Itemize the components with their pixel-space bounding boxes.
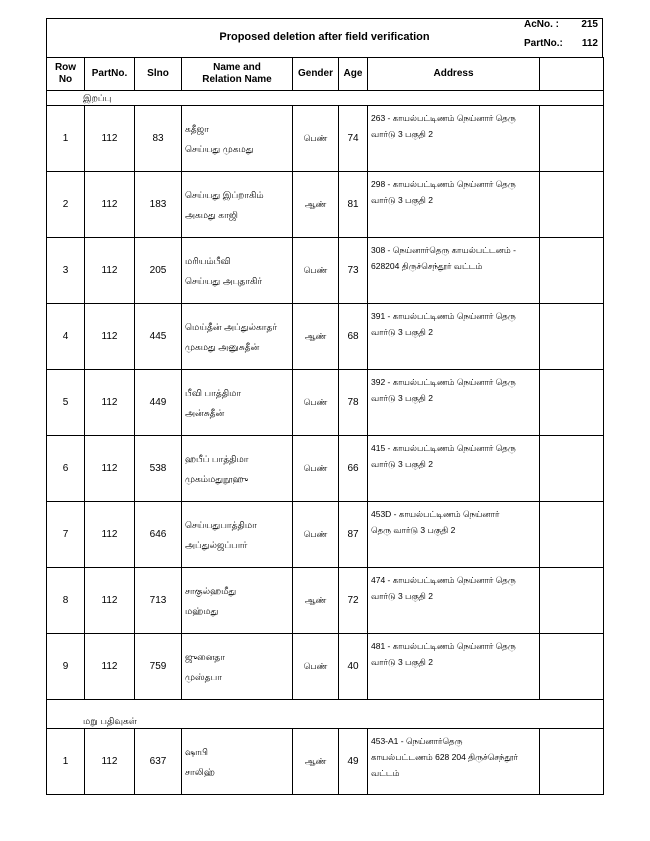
address-cell bbox=[368, 238, 540, 304]
serial-number-cell: 183 bbox=[135, 172, 182, 238]
col-gender: Gender bbox=[293, 58, 339, 91]
relation-name: அப்துல்ஜப்பார் bbox=[185, 539, 248, 550]
row-number-cell: 3 bbox=[47, 238, 85, 304]
name-cell bbox=[182, 106, 293, 172]
name-cell bbox=[182, 238, 293, 304]
part-number-cell: 112 bbox=[85, 634, 135, 700]
gap-cell bbox=[540, 700, 604, 715]
column-header-row bbox=[47, 58, 604, 91]
col-age: Age bbox=[339, 58, 368, 91]
row-number-cell: 5 bbox=[47, 370, 85, 436]
blank-cell bbox=[540, 106, 604, 172]
gender-cell: பெண் bbox=[293, 238, 339, 304]
address-cell bbox=[368, 568, 540, 634]
part-number-cell: 112 bbox=[85, 106, 135, 172]
part-number-cell: 112 bbox=[85, 304, 135, 370]
address-cell bbox=[368, 729, 540, 795]
page-title: Proposed deletion after field verification bbox=[219, 31, 430, 43]
table-row bbox=[47, 729, 604, 795]
relation-name: முஸ்தபா bbox=[185, 671, 222, 682]
serial-number-cell: 759 bbox=[135, 634, 182, 700]
blank-cell bbox=[540, 172, 604, 238]
serial-number-cell: 205 bbox=[135, 238, 182, 304]
part-number bbox=[524, 38, 598, 49]
gender-cell: பெண் bbox=[293, 106, 339, 172]
voter-name: ஜுனைதா bbox=[185, 651, 225, 662]
col-slno: Slno bbox=[135, 58, 182, 91]
row-number-cell: 2 bbox=[47, 172, 85, 238]
section-heading-end bbox=[540, 714, 604, 729]
part-number-cell: 112 bbox=[85, 729, 135, 795]
gender-cell: ஆண் bbox=[293, 304, 339, 370]
part-number-label: PartNo.: bbox=[524, 38, 563, 49]
name-cell bbox=[182, 568, 293, 634]
serial-number-cell: 83 bbox=[135, 106, 182, 172]
relation-name: செய்யது அபுதாகிர் bbox=[185, 275, 263, 286]
address-line: 628204 திருச்செந்தூர் வட்டம் bbox=[371, 261, 483, 271]
age-cell: 72 bbox=[339, 568, 368, 634]
address-line: காயல்பட்டணம் 628 204 திருச்செந்தூர் bbox=[371, 752, 518, 762]
voter-name: மெய்தீன் அப்துல்காதர் bbox=[185, 321, 278, 332]
part-number-cell: 112 bbox=[85, 568, 135, 634]
table-row bbox=[47, 568, 604, 634]
voter-name: சாகுல்ஹமீது bbox=[185, 585, 237, 596]
name-cell bbox=[182, 729, 293, 795]
row-number-cell: 1 bbox=[47, 106, 85, 172]
col-name bbox=[182, 58, 293, 91]
age-cell: 87 bbox=[339, 502, 368, 568]
col-name-line2: Relation Name bbox=[202, 74, 272, 85]
address-line: 453D - காயல்பட்டிணம் நெய்னார் bbox=[371, 509, 500, 519]
col-part-no: PartNo. bbox=[85, 58, 135, 91]
name-cell bbox=[182, 172, 293, 238]
address-line: தெரு வார்டு 3 பகுதி 2 bbox=[371, 525, 456, 535]
blank-cell bbox=[540, 568, 604, 634]
section-gap bbox=[47, 700, 604, 715]
name-cell bbox=[182, 370, 293, 436]
relation-name: செய்யது முகமது bbox=[185, 143, 254, 154]
col-blank bbox=[540, 58, 604, 91]
voter-table bbox=[46, 57, 604, 795]
table-row bbox=[47, 436, 604, 502]
voter-name: ஹபீப் பாத்திமா bbox=[185, 453, 249, 464]
table-row bbox=[47, 634, 604, 700]
blank-cell bbox=[540, 729, 604, 795]
col-address: Address bbox=[368, 58, 540, 91]
name-cell bbox=[182, 502, 293, 568]
table-row bbox=[47, 370, 604, 436]
gender-cell: ஆண் bbox=[293, 729, 339, 795]
relation-name: மஹ்மது bbox=[185, 605, 219, 616]
address-line: 481 - காயல்பட்டிணம் நெய்னார் தெரு bbox=[371, 641, 516, 651]
table-row bbox=[47, 304, 604, 370]
section-heading-row bbox=[47, 91, 604, 106]
voter-deletion-sheet bbox=[46, 18, 603, 795]
section-heading-row bbox=[47, 714, 604, 729]
sheet-header bbox=[46, 18, 603, 57]
serial-number-cell: 646 bbox=[135, 502, 182, 568]
table-row bbox=[47, 502, 604, 568]
gender-cell: பெண் bbox=[293, 634, 339, 700]
address-line: வார்டு 3 பகுதி 2 bbox=[371, 657, 433, 667]
section-heading: மறு பதிவுகள் bbox=[47, 714, 540, 729]
age-cell: 68 bbox=[339, 304, 368, 370]
relation-name: அகமது காஜி bbox=[185, 209, 238, 220]
address-line: வார்டு 3 பகுதி 2 bbox=[371, 591, 433, 601]
gender-cell: ஆண் bbox=[293, 172, 339, 238]
address-line: 453-A1 - நெய்னார்தெரு bbox=[371, 736, 463, 746]
section-heading-end bbox=[540, 91, 604, 106]
address-line: வார்டு 3 பகுதி 2 bbox=[371, 129, 433, 139]
address-cell bbox=[368, 634, 540, 700]
row-number-cell: 6 bbox=[47, 436, 85, 502]
row-number-cell: 7 bbox=[47, 502, 85, 568]
voter-name: பீவி பாத்திமா bbox=[185, 387, 242, 398]
part-number-cell: 112 bbox=[85, 502, 135, 568]
name-cell bbox=[182, 304, 293, 370]
row-number-cell: 4 bbox=[47, 304, 85, 370]
address-line: 415 - காயல்பட்டிணம் நெய்னார் தெரு bbox=[371, 443, 516, 453]
gap-cell bbox=[47, 700, 540, 715]
name-cell bbox=[182, 634, 293, 700]
relation-name: முகமது அனுசுதீன் bbox=[185, 341, 260, 352]
row-number-cell: 8 bbox=[47, 568, 85, 634]
age-cell: 40 bbox=[339, 634, 368, 700]
blank-cell bbox=[540, 238, 604, 304]
address-line: வட்டம் bbox=[371, 768, 400, 778]
address-line: வார்டு 3 பகுதி 2 bbox=[371, 327, 433, 337]
blank-cell bbox=[540, 304, 604, 370]
address-line: 392 - காயல்பட்டிணம் நெய்னார் தெரு bbox=[371, 377, 516, 387]
age-cell: 49 bbox=[339, 729, 368, 795]
ac-number-value: 215 bbox=[581, 19, 598, 30]
address-cell bbox=[368, 502, 540, 568]
address-line: 391 - காயல்பட்டிணம் நெய்னார் தெரு bbox=[371, 311, 516, 321]
address-line: 298 - காயல்பட்டிணம் நெய்னார் தெரு bbox=[371, 179, 516, 189]
age-cell: 74 bbox=[339, 106, 368, 172]
ac-number bbox=[524, 19, 598, 30]
table-row bbox=[47, 172, 604, 238]
blank-cell bbox=[540, 502, 604, 568]
blank-cell bbox=[540, 436, 604, 502]
part-number-cell: 112 bbox=[85, 172, 135, 238]
blank-cell bbox=[540, 634, 604, 700]
gender-cell: ஆண் bbox=[293, 568, 339, 634]
col-row-no: Row No bbox=[47, 58, 85, 91]
part-number-cell: 112 bbox=[85, 370, 135, 436]
part-number-cell: 112 bbox=[85, 436, 135, 502]
voter-name: செய்யது இப்றாகிம் bbox=[185, 189, 264, 200]
relation-name: முகம்மதுநூஹு bbox=[185, 473, 249, 484]
gender-cell: பெண் bbox=[293, 502, 339, 568]
address-cell bbox=[368, 106, 540, 172]
age-cell: 81 bbox=[339, 172, 368, 238]
voter-name: மரியம்பீவி bbox=[185, 255, 231, 266]
table-body bbox=[47, 91, 604, 795]
col-name-line1: Name and bbox=[213, 62, 261, 73]
relation-name: அன்சுதீன் bbox=[185, 407, 225, 418]
address-line: வார்டு 3 பகுதி 2 bbox=[371, 393, 433, 403]
address-line: வார்டு 3 பகுதி 2 bbox=[371, 195, 433, 205]
gender-cell: பெண் bbox=[293, 436, 339, 502]
gender-cell: பெண் bbox=[293, 370, 339, 436]
row-number-cell: 9 bbox=[47, 634, 85, 700]
voter-name: ஷாபி bbox=[185, 746, 208, 757]
address-cell bbox=[368, 370, 540, 436]
serial-number-cell: 637 bbox=[135, 729, 182, 795]
relation-name: சாலிஹ் bbox=[185, 766, 215, 777]
serial-number-cell: 713 bbox=[135, 568, 182, 634]
serial-number-cell: 449 bbox=[135, 370, 182, 436]
address-line: 474 - காயல்பட்டிணம் நெய்னார் தெரு bbox=[371, 575, 516, 585]
address-cell bbox=[368, 172, 540, 238]
serial-number-cell: 538 bbox=[135, 436, 182, 502]
voter-name: செய்யதுபாத்திமா bbox=[185, 519, 257, 530]
section-heading: இறப்பு bbox=[47, 91, 540, 106]
table-row bbox=[47, 238, 604, 304]
age-cell: 66 bbox=[339, 436, 368, 502]
ac-number-label: AcNo. : bbox=[524, 19, 559, 30]
address-cell bbox=[368, 436, 540, 502]
part-number-cell: 112 bbox=[85, 238, 135, 304]
serial-number-cell: 445 bbox=[135, 304, 182, 370]
row-number-cell: 1 bbox=[47, 729, 85, 795]
age-cell: 73 bbox=[339, 238, 368, 304]
table-row bbox=[47, 106, 604, 172]
part-number-value: 112 bbox=[581, 38, 598, 49]
address-line: 308 - நெய்னார்தெரு காயல்பட்டனம் - bbox=[371, 245, 516, 255]
voter-name: கதீஜா bbox=[185, 123, 209, 134]
name-cell bbox=[182, 436, 293, 502]
address-cell bbox=[368, 304, 540, 370]
blank-cell bbox=[540, 370, 604, 436]
age-cell: 78 bbox=[339, 370, 368, 436]
address-line: வார்டு 3 பகுதி 2 bbox=[371, 459, 433, 469]
address-line: 263 - காயல்பட்டிணம் நெய்னார் தெரு bbox=[371, 113, 516, 123]
